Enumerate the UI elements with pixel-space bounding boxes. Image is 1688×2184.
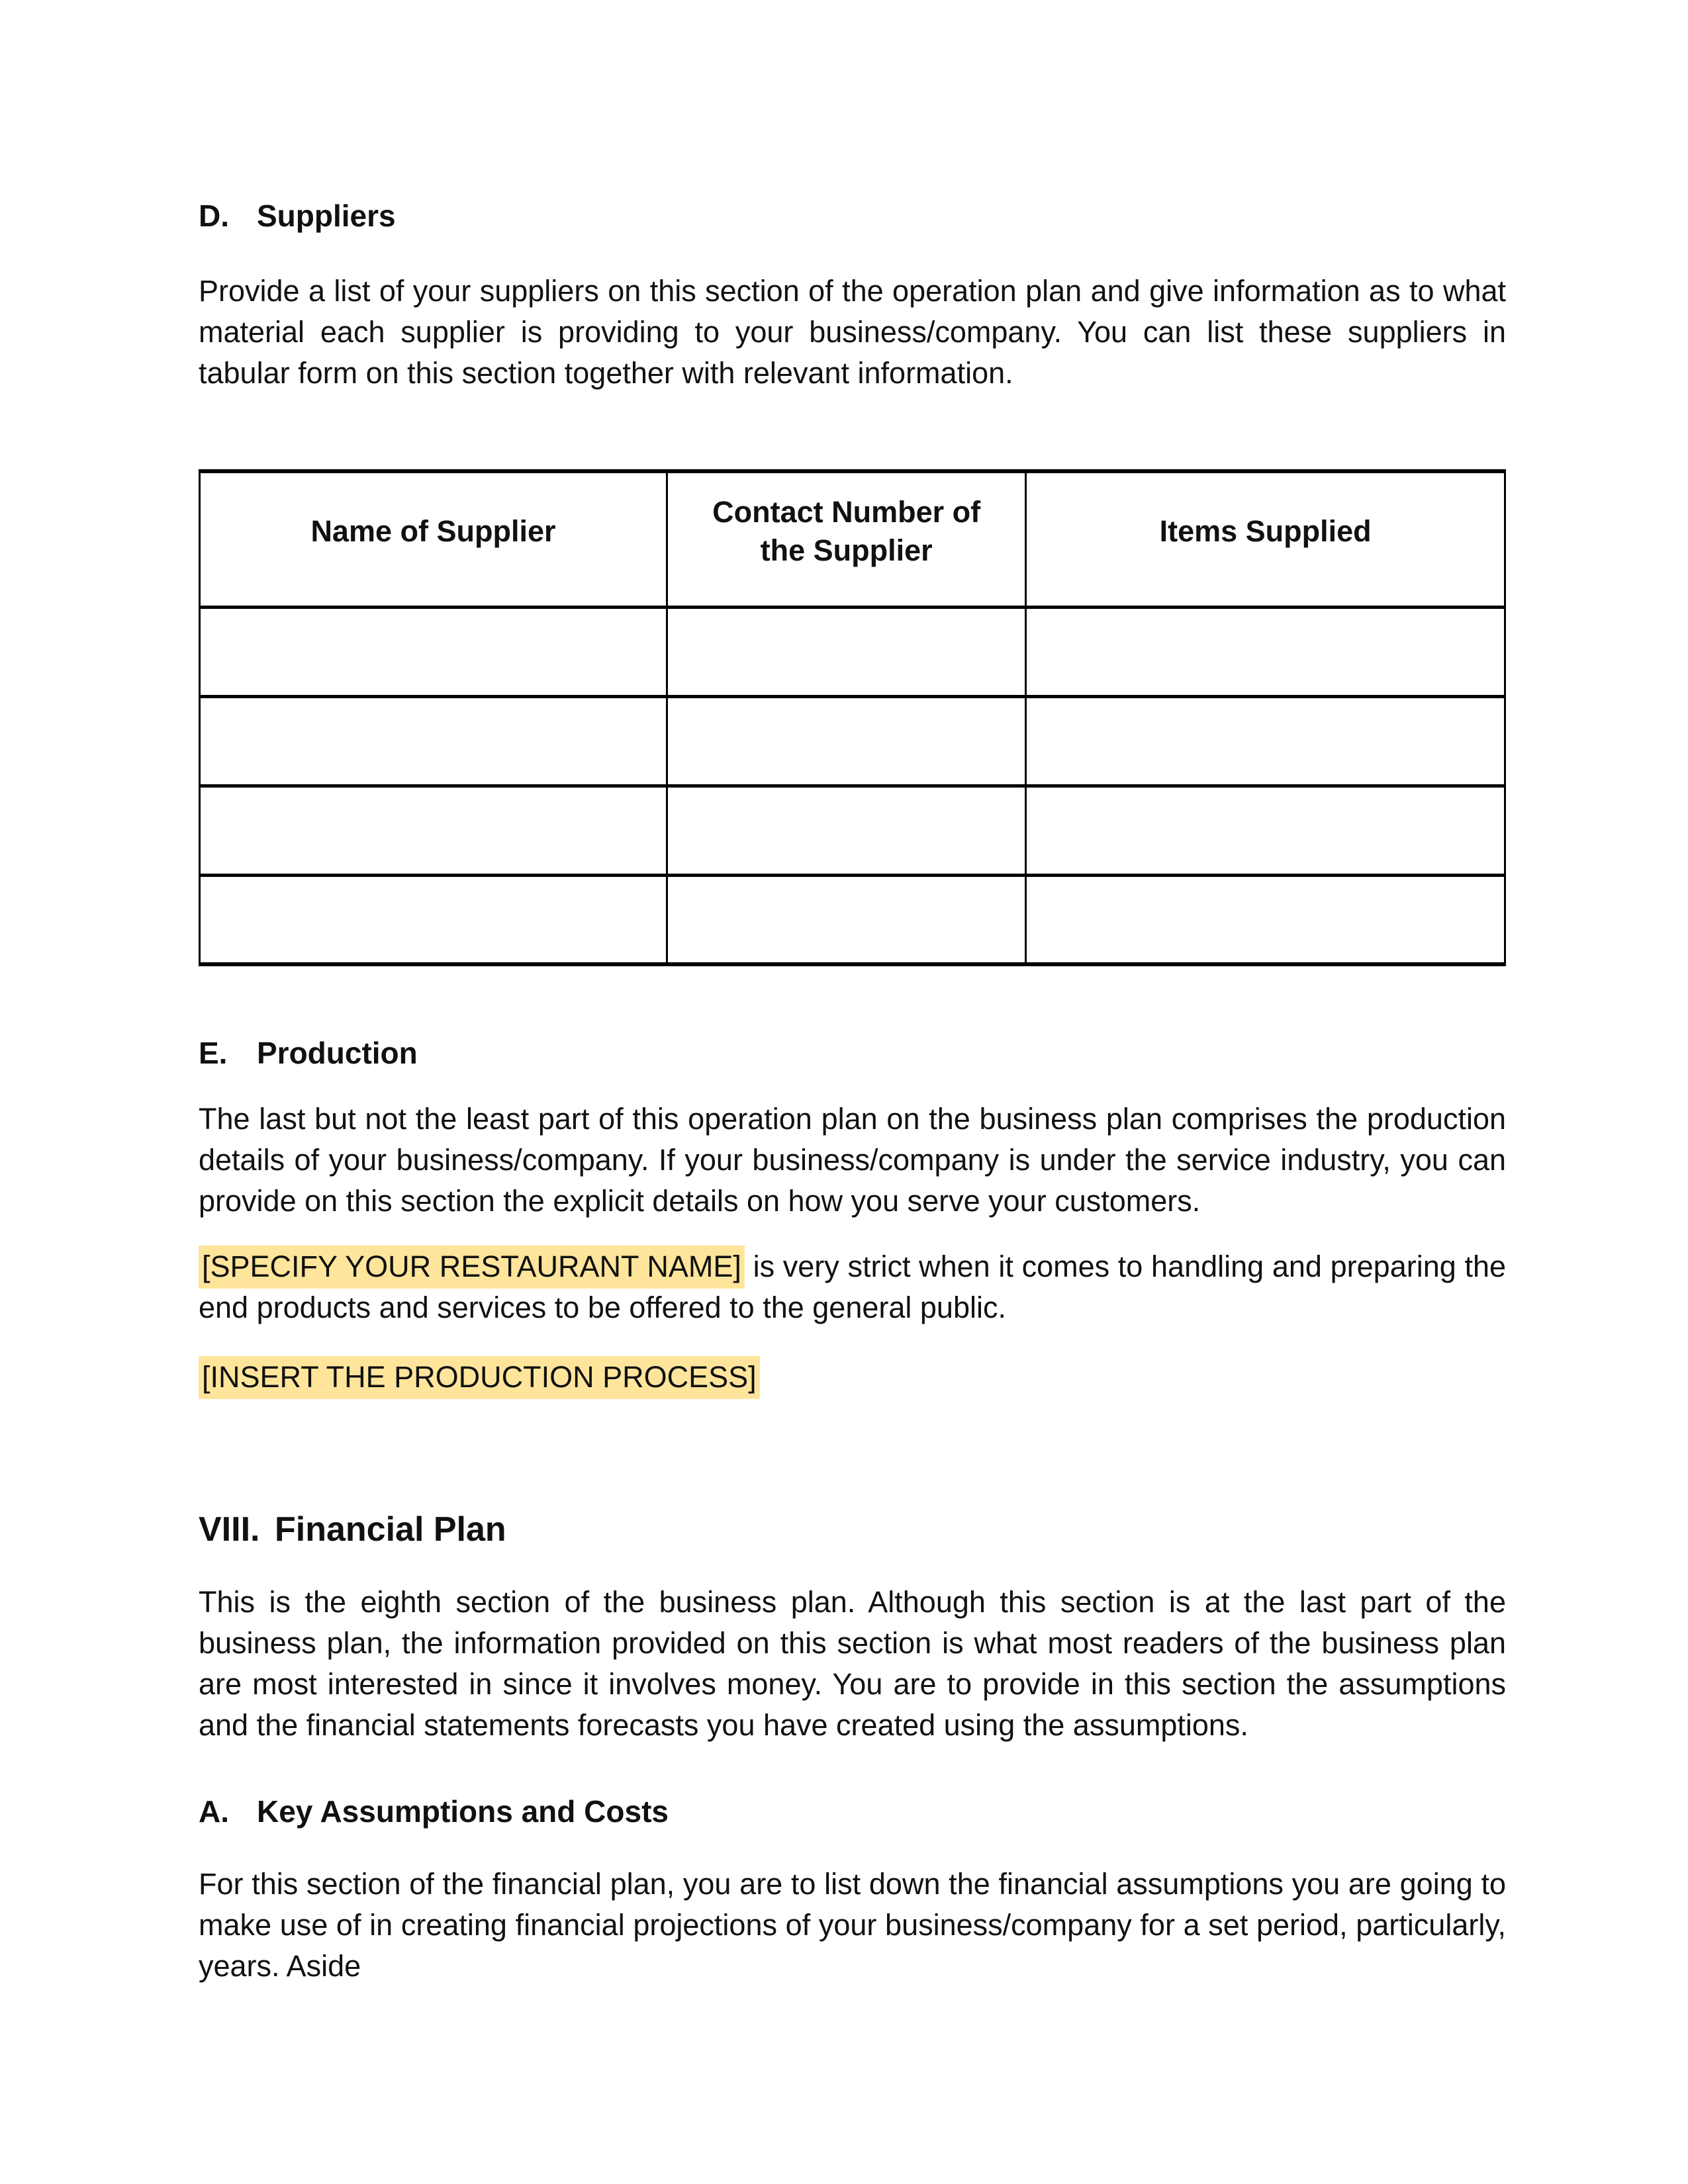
section-label: D. — [199, 199, 229, 233]
table-cell — [667, 607, 1025, 696]
section-title: Financial Plan — [275, 1510, 506, 1549]
table-row — [200, 786, 1505, 875]
suppliers-table-container — [199, 469, 1506, 966]
column-header-contact-number: Contact Number of the Supplier — [667, 471, 1025, 607]
section-title: Suppliers — [257, 199, 396, 233]
section-label: E. — [199, 1036, 228, 1070]
suppliers-paragraph: Provide a list of your suppliers on this section of the operation plan and give information as to what material each supplier is providing to your business/company. You can list these suppliers in tabular form on this section together with relevant information. — [199, 274, 1506, 390]
production-process-placeholder: [INSERT THE PRODUCTION PROCESS] — [199, 1356, 760, 1399]
table-row — [200, 696, 1505, 786]
table-cell — [1026, 875, 1505, 964]
key-assumptions-paragraph: For this section of the financial plan, you are to list down the financial assumptions you are going to make use of in creating financial projections of your business/company for a set period, particularly, years. Aside — [199, 1867, 1506, 1983]
restaurant-name-paragraph-rest: is very strict when it comes to handling and preparing the end products and services to be offered to the general public. — [199, 1250, 1506, 1324]
table-row — [200, 875, 1505, 964]
section-title: Key Assumptions and Costs — [257, 1794, 669, 1829]
table-cell — [200, 786, 667, 875]
table-cell — [667, 875, 1025, 964]
section-title: Production — [257, 1036, 418, 1070]
production-process-paragraph — [199, 1357, 1506, 1398]
table-cell — [200, 696, 667, 786]
table-cell — [200, 607, 667, 696]
section-heading-suppliers — [199, 195, 1506, 236]
table-cell — [1026, 607, 1505, 696]
table-header-row — [200, 471, 1505, 607]
section-heading-financial-plan — [199, 1506, 1506, 1553]
section-label: VIII. — [199, 1510, 260, 1549]
table-row — [200, 607, 1505, 696]
table-cell — [667, 786, 1025, 875]
column-header-name-of-supplier: Name of Supplier — [200, 471, 667, 607]
table-cell — [200, 875, 667, 964]
restaurant-name-placeholder: [SPECIFY YOUR RESTAURANT NAME] — [199, 1246, 745, 1289]
section-label: A. — [199, 1794, 229, 1829]
column-header-items-supplied: Items Supplied — [1026, 471, 1505, 607]
financial-plan-paragraph: This is the eighth section of the business plan. Although this section is at the last part of the business plan, the information provided on this section is what most readers of the business plan are most interested in since it involves money. You are to provide in this section the assumptions and the financial statements forecasts you have created using the assumptions. — [199, 1585, 1506, 1742]
table-cell — [667, 696, 1025, 786]
production-paragraph: The last but not the least part of this operation plan on the business plan comprises the production details of your business/company. If your business/company is under the service industry, you can provide on this section the explicit details on how you serve your customers. — [199, 1102, 1506, 1218]
table-cell — [1026, 786, 1505, 875]
restaurant-name-paragraph — [199, 1246, 1506, 1328]
section-heading-key-assumptions — [199, 1791, 1506, 1832]
section-heading-production — [199, 1032, 1506, 1073]
suppliers-table — [199, 469, 1506, 966]
table-cell — [1026, 696, 1505, 786]
